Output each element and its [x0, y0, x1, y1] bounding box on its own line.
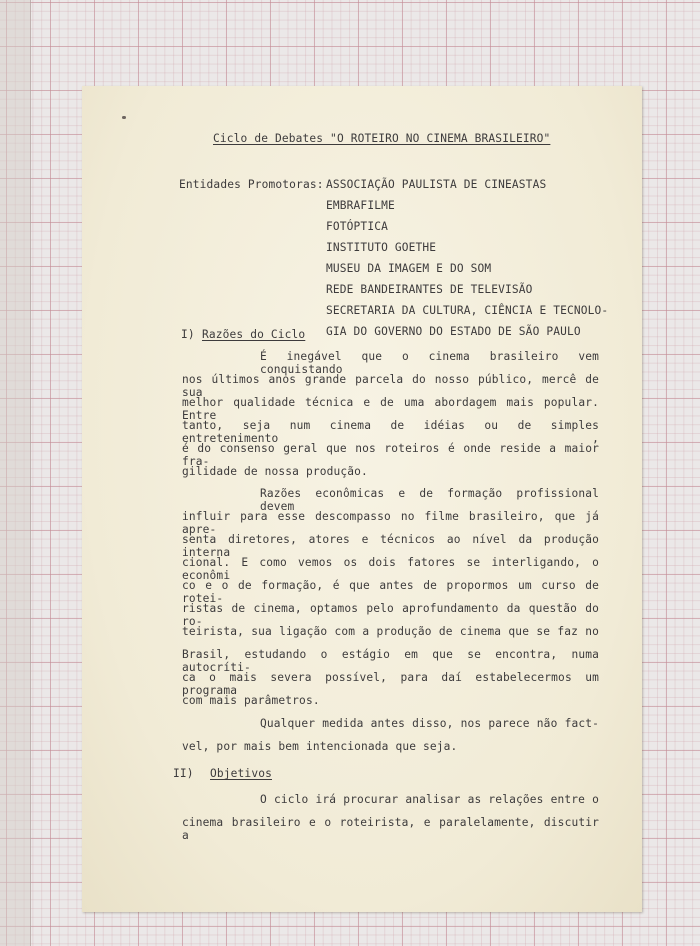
section-2-heading: Objetivos [210, 767, 272, 780]
paragraph-line: melhor qualidade técnica e de uma abordagem mais popular. Entre [182, 396, 599, 422]
paragraph-line: cinema brasileiro e o roteirista, e paralelamente, discutir a [182, 816, 599, 842]
promoter-entity: ASSOCIAÇÃO PAULISTA DE CINEASTAS [326, 178, 547, 191]
section-1-number: I) [181, 328, 195, 341]
document-title: Ciclo de Debates "O ROTEIRO NO CINEMA BRASILEIRO" [213, 132, 551, 145]
promoter-entity: MUSEU DA IMAGEM E DO SOM [326, 262, 492, 275]
paragraph-line: ca o mais severa possível, para daí estabelecermos um programa [182, 671, 599, 697]
paragraph-line: tanto, seja num cinema de idéias ou de simples entretenimento , [182, 419, 599, 445]
paragraph-line: senta diretores, atores e técnicos ao nível da produção interna [182, 533, 599, 559]
promoter-entity: SECRETARIA DA CULTURA, CIÊNCIA E TECNOLO- [326, 304, 609, 317]
paragraph-line: nos últimos anos grande parcela do nosso público, mercê de sua [182, 373, 599, 399]
promoter-entity: EMBRAFILME [326, 199, 395, 212]
paragraph-line: influir para esse descompasso no filme brasileiro, que já apre- [182, 510, 599, 536]
ruler-strip [0, 0, 31, 946]
paragraph-line: Brasil, estudando o estágio em que se encontra, numa autocríti- [182, 648, 599, 674]
ink-speck [122, 116, 126, 119]
paragraph-line: com mais parâmetros. [182, 694, 320, 707]
paragraph-line: cional. E como vemos os dois fatores se interligando, o econômi [182, 556, 599, 582]
paragraph-line: teirista, sua ligação com a produção de cinema que se faz no [182, 625, 599, 638]
promoter-entity: REDE BANDEIRANTES DE TELEVISÃO [326, 283, 533, 296]
paragraph-line: Qualquer medida antes disso, nos parece não fact- [260, 717, 599, 730]
promoters-label: Entidades Promotoras: [179, 178, 324, 191]
paragraph-line: ristas de cinema, optamos pelo aprofundamento da questão do ro- [182, 602, 599, 628]
promoter-entity: INSTITUTO GOETHE [326, 241, 437, 254]
promoter-entity: FOTÓPTICA [326, 220, 388, 233]
section-1-heading: Razões do Ciclo [202, 328, 306, 341]
paragraph-line: O ciclo irá procurar analisar as relações entre o [260, 793, 599, 806]
paragraph-line: É inegável que o cinema brasileiro vem conquistando [260, 350, 599, 376]
paragraph-line: co e o de formação, é que antes de propormos um curso de rotei- [182, 579, 599, 605]
typewritten-sheet [82, 86, 642, 912]
promoter-entity: GIA DO GOVERNO DO ESTADO DE SÃO PAULO [326, 325, 581, 338]
paragraph-line: Razões econômicas e de formação profissional devem [260, 487, 599, 513]
paragraph-line: vel, por mais bem intencionada que seja. [182, 740, 458, 753]
paragraph-line: gilidade de nossa produção. [182, 465, 368, 478]
paragraph-line: é do consenso geral que nos roteiros é onde reside a maior fra- [182, 442, 599, 468]
section-2-number: II) [173, 767, 194, 780]
